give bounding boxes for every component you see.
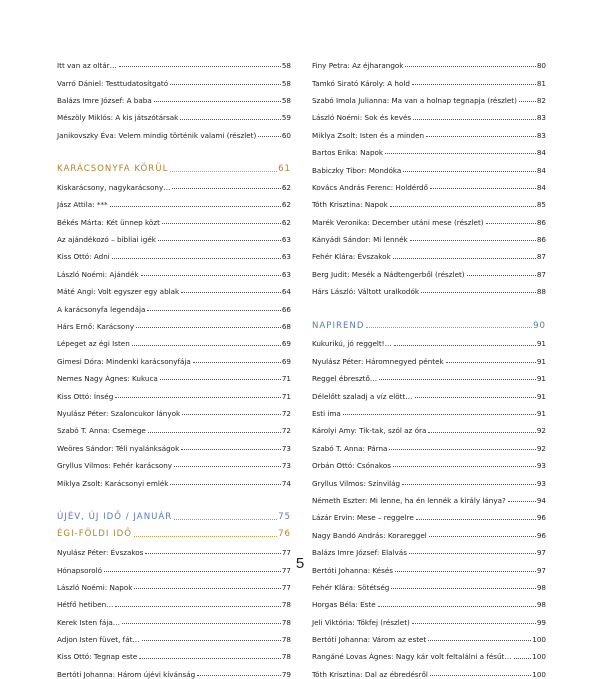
entry-title: Mészöly Miklós: A kis játszótársak: [57, 113, 179, 123]
page-ref: 86: [536, 217, 546, 227]
toc-left-column: [57, 53, 291, 679]
entry-title: Varró Dániel: Testtudatosítgató: [57, 78, 169, 88]
page-ref: 66: [281, 304, 291, 314]
page-ref: 99: [536, 617, 546, 627]
dot-leader: [393, 466, 536, 467]
page-ref: 91: [536, 409, 546, 418]
page-ref: 93: [536, 478, 546, 488]
entry-title: László Noémi: Napok: [57, 582, 133, 592]
page-ref: 80: [536, 61, 546, 71]
page-ref: 75: [278, 511, 291, 522]
entry-title: Délelőtt szaladj a víz elött…: [312, 391, 413, 401]
section-title: ÉGI-FÖLDI IDŐ: [57, 529, 133, 540]
dot-leader: [193, 362, 281, 363]
entry-title: Hárs Ernő: Karácsony: [57, 322, 135, 332]
toc-entry: [312, 610, 546, 627]
toc-entry: [57, 627, 291, 644]
toc-section-heading: [57, 157, 291, 174]
entry-title: Berg Judit: Mesék a Nádtengerből (részlet): [312, 269, 465, 279]
entry-title: Jász Attila: ***: [57, 200, 108, 210]
toc-entry: [57, 383, 291, 400]
toc-entry: [312, 470, 546, 487]
dot-leader: [403, 171, 536, 172]
entry-title: Békés Márta: Két ünnep közt: [57, 217, 160, 227]
entry-title: Németh Eszter: Mi lenne, ha én lennék a király lánya?: [312, 495, 506, 505]
entry-title: Gryllus Vilmos: Fehér karácsony: [57, 461, 173, 471]
dot-leader: [141, 275, 281, 276]
toc-entry: [312, 262, 546, 279]
dot-leader: [112, 258, 281, 259]
dot-leader: [136, 327, 281, 328]
dot-leader: [508, 501, 536, 502]
dot-leader: [170, 171, 277, 172]
page-ref: 98: [536, 582, 546, 592]
entry-title: Nyulász Péter: Évszakos: [57, 548, 144, 558]
page-ref: 86: [536, 235, 546, 245]
entry-title: Kányádi Sándor: Mi lennék: [312, 235, 408, 245]
page-ref: 78: [281, 617, 291, 627]
toc-entry: [312, 175, 546, 192]
entry-title: Marék Veronika: December utáni mese (részlet): [312, 217, 484, 227]
dot-leader: [134, 536, 277, 537]
dot-leader: [142, 640, 281, 641]
dot-leader: [385, 153, 536, 154]
page-ref: 84: [536, 165, 546, 175]
dot-leader: [446, 362, 536, 363]
dot-leader: [390, 206, 536, 207]
page-ref: 84: [536, 182, 546, 192]
entry-title: Kukurikú, jó reggelt!…: [312, 339, 392, 349]
dot-leader: [394, 345, 536, 346]
entry-title: Az ajándékozó – bibliai igék: [57, 235, 156, 245]
entry-title: Lépeget az égi Isten: [57, 339, 130, 349]
page-ref: 97: [536, 565, 546, 575]
dot-leader: [119, 66, 281, 67]
dot-leader: [405, 66, 535, 67]
toc-entry: [312, 627, 546, 644]
entry-title: Itt van az oltár…: [57, 61, 117, 71]
toc-entry: [57, 296, 291, 313]
dot-leader: [258, 136, 281, 137]
toc-entry: [312, 123, 546, 140]
page-ref: 91: [536, 374, 546, 384]
toc-entry: [312, 436, 546, 453]
toc-section-heading: [312, 314, 546, 331]
toc-spacer: [57, 488, 291, 505]
entry-title: A karácsonyfa legendája: [57, 304, 146, 314]
page-ref: 77: [281, 565, 291, 575]
toc-entry: [312, 662, 546, 679]
dot-leader: [412, 623, 536, 624]
entry-title: Kovács András Ferenc: Holdérdő: [312, 182, 428, 192]
page-ref: 62: [281, 217, 291, 227]
page-ref: 91: [536, 391, 546, 401]
entry-title: Fehér Klára: Sötétség: [312, 582, 390, 592]
entry-title: Balázs Imre József: Elalvás: [312, 548, 407, 558]
toc-right-column: [312, 53, 546, 679]
page-ref: 71: [281, 391, 291, 401]
page-ref: 90: [533, 320, 546, 331]
page-ref: 91: [536, 356, 546, 366]
entry-title: Szabó T. Anna: Csemege: [57, 426, 146, 436]
dot-leader: [391, 588, 536, 589]
dot-leader: [514, 658, 532, 659]
dot-leader: [416, 519, 536, 520]
toc-entry: [312, 644, 546, 661]
dot-leader: [410, 240, 536, 241]
entry-title: Bertóti Johanna: Várom az estet: [312, 635, 427, 645]
toc-entry: [57, 53, 291, 70]
toc-entry: [57, 644, 291, 661]
toc-entry: [312, 349, 546, 366]
toc-entry: [312, 157, 546, 174]
dot-leader: [428, 640, 531, 641]
toc-spacer: [57, 140, 291, 157]
dot-leader: [181, 292, 281, 293]
dot-leader: [426, 136, 536, 137]
page-ref: 91: [536, 339, 546, 349]
page-ref: 62: [281, 182, 291, 192]
dot-leader: [181, 449, 281, 450]
dot-leader: [413, 119, 536, 120]
dot-leader: [115, 606, 280, 607]
dot-leader: [415, 397, 536, 398]
entry-title: Reggel ébresztő…: [312, 374, 378, 384]
entry-title: Nyulász Péter: Szaloncukor lányok: [57, 409, 181, 418]
entry-title: Szabó Imola Julianna: Ma van a holnap tegnapja (részlet): [312, 95, 517, 105]
page-ref: 71: [281, 374, 291, 384]
dot-leader: [122, 623, 281, 624]
toc-entry: [57, 610, 291, 627]
page-ref: 74: [281, 478, 291, 488]
toc-entry: [57, 123, 291, 140]
entry-title: Weöres Sándor: Téli nyalánkságok: [57, 443, 180, 453]
entry-title: Adjon Isten füvet, fát…: [57, 635, 140, 645]
page-ref: 69: [281, 356, 291, 366]
dot-leader: [158, 240, 281, 241]
dot-leader: [110, 206, 281, 207]
toc-entry: [57, 418, 291, 435]
page-ref: 83: [536, 113, 546, 123]
page-ref: 78: [281, 635, 291, 645]
dot-leader: [154, 101, 281, 102]
entry-title: Tóth Krisztina: Napok: [312, 200, 388, 210]
dot-leader: [162, 223, 281, 224]
page-ref: 85: [536, 200, 546, 210]
toc-entry: [57, 70, 291, 87]
entry-title: Nyulász Péter: Háromnegyed péntek: [312, 356, 444, 366]
dot-leader: [428, 432, 535, 433]
entry-title: László Noémi: Ajándék: [57, 269, 139, 279]
dot-leader: [174, 466, 281, 467]
page-ref: 100: [532, 652, 546, 662]
dot-leader: [343, 414, 536, 415]
page-ref: 62: [281, 200, 291, 210]
entry-title: Babiczky Tibor: Mondóka: [312, 165, 402, 175]
page-ref: 94: [536, 495, 546, 505]
toc-entry: [312, 331, 546, 348]
toc-entry: [312, 523, 546, 540]
entry-title: Szabó T. Anna: Párna: [312, 443, 388, 453]
dot-leader: [139, 658, 281, 659]
entry-title: Hárs László: Váltott uralkodók: [312, 287, 420, 297]
toc-entry: [57, 210, 291, 227]
toc-entry: [312, 70, 546, 87]
page-ref: 77: [281, 548, 291, 558]
page-ref: 58: [281, 95, 291, 105]
entry-title: Fehér Klára: Évszakok: [312, 252, 391, 262]
page-ref: 72: [281, 426, 291, 436]
entry-title: Máté Angi: Volt egyszer egy ablak: [57, 287, 180, 297]
dot-leader: [430, 188, 536, 189]
toc-entry: [57, 436, 291, 453]
dot-leader: [402, 484, 536, 485]
dot-leader: [174, 519, 277, 520]
entry-title: Kerek Isten fája…: [57, 617, 120, 627]
dot-leader: [389, 449, 535, 450]
dot-leader: [134, 588, 280, 589]
dot-leader: [132, 345, 281, 346]
dot-leader: [170, 484, 280, 485]
page-ref: 78: [281, 652, 291, 662]
entry-title: Tóth Krisztina: Dal az ébredésről: [312, 669, 428, 679]
dot-leader: [421, 292, 536, 293]
entry-title: Nagy Bandó András: Korareggel: [312, 530, 427, 540]
dot-leader: [412, 84, 536, 85]
dot-leader: [430, 675, 531, 676]
entry-title: Hétfő hetiben…: [57, 600, 114, 610]
dot-leader: [148, 432, 281, 433]
toc-entry: [57, 662, 291, 679]
entry-title: Nemes Nagy Ágnes: Kukuca: [57, 374, 158, 384]
dot-leader: [160, 379, 281, 380]
page-ref: 84: [536, 148, 546, 158]
dot-leader: [170, 84, 281, 85]
dot-leader: [519, 101, 536, 102]
page-ref: 63: [281, 269, 291, 279]
page-ref: 100: [532, 635, 546, 645]
page-ref: 87: [536, 269, 546, 279]
dot-leader: [182, 414, 281, 415]
entry-title: Bertóti Johanna: Késés: [312, 565, 394, 575]
toc-entry: [312, 401, 546, 418]
toc-entry: [57, 88, 291, 105]
toc-entry: [312, 227, 546, 244]
entry-title: Kiss Ottó: Ínség: [57, 391, 114, 401]
dot-leader: [467, 275, 536, 276]
dot-leader: [379, 379, 536, 380]
page-ref: 79: [281, 669, 291, 679]
toc-entry: [312, 592, 546, 609]
entry-title: Gimesi Dóra: Mindenki karácsonyfája: [57, 356, 191, 366]
toc-entry: [312, 88, 546, 105]
page-ref: 63: [281, 235, 291, 245]
toc-entry: [57, 366, 291, 383]
toc-entry: [57, 349, 291, 366]
page-ref: 68: [281, 322, 291, 332]
toc-section-heading: [57, 523, 291, 540]
toc-entry: [57, 592, 291, 609]
page-ref: 58: [281, 61, 291, 71]
entry-title: Lázár Ervin: Mese – reggelre: [312, 513, 414, 523]
toc-entry: [57, 244, 291, 261]
page-ref: 58: [281, 78, 291, 88]
toc-entry: [312, 453, 546, 470]
entry-title: Hónapsoroló: [57, 565, 103, 575]
page-ref: 63: [281, 252, 291, 262]
page-number: 5: [295, 555, 305, 572]
entry-title: Janikovszky Éva: Velem mindig történik valami (részlet): [57, 130, 257, 140]
page-ref: 88: [536, 287, 546, 297]
entry-title: Kiss Ottó: Tegnap este: [57, 652, 138, 662]
section-title: KARÁCSONYFA KÖRÜL: [57, 164, 169, 175]
entry-title: Rangáné Lovas Ágnes: Nagy kár volt feltalálni a fésűt…: [312, 652, 512, 662]
toc-entry: [57, 314, 291, 331]
toc-entry: [57, 279, 291, 296]
toc-entry: [57, 262, 291, 279]
toc-section-heading: [57, 505, 291, 522]
entry-title: Kiskarácsony, nagykarácsony…: [57, 182, 171, 192]
dot-leader: [429, 536, 536, 537]
toc-spacer: [312, 296, 546, 313]
toc-entry: [57, 470, 291, 487]
entry-title: Horgas Béla: Este: [312, 600, 376, 610]
dot-leader: [147, 310, 280, 311]
page-ref: 81: [536, 78, 546, 88]
page-ref: 78: [281, 600, 291, 610]
page-ref: 59: [281, 113, 291, 123]
page-ref: 64: [281, 287, 291, 297]
page-ref: 97: [536, 548, 546, 558]
entry-title: Balázs Imre József: A baba: [57, 95, 152, 105]
page-ref: 76: [278, 529, 291, 540]
toc-entry: [312, 488, 546, 505]
page-ref: 83: [536, 130, 546, 140]
toc-entry: [57, 175, 291, 192]
toc-entry: [312, 366, 546, 383]
toc-entry: [57, 105, 291, 122]
toc-entry: [312, 192, 546, 209]
toc-entry: [312, 279, 546, 296]
page-ref: 92: [536, 443, 546, 453]
page-ref: 72: [281, 409, 291, 418]
entry-title: Tamkó Sirató Károly: A hold: [312, 78, 410, 88]
page-ref: 87: [536, 252, 546, 262]
page-ref: 82: [536, 95, 546, 105]
dot-leader: [378, 606, 536, 607]
entry-title: Orbán Ottó: Csónakos: [312, 461, 391, 471]
page-ref: 73: [281, 443, 291, 453]
dot-leader: [115, 397, 281, 398]
entry-title: Jeli Viktória: Tökfej (részlet): [312, 617, 410, 627]
toc-entry: [312, 505, 546, 522]
entry-title: Károlyi Amy: Tik-tak, szól az óra: [312, 426, 427, 436]
page-ref: 96: [536, 530, 546, 540]
dot-leader: [172, 188, 280, 189]
entry-title: Gryllus Vilmos: Színvilág: [312, 478, 401, 488]
page-ref: 100: [532, 669, 546, 679]
toc-entry: [57, 331, 291, 348]
page-ref: 61: [278, 164, 291, 175]
toc-entry: [312, 383, 546, 400]
entry-title: Bertóti Johanna: Három újévi kívánság: [57, 669, 196, 679]
page-ref: 60: [281, 130, 291, 140]
dot-leader: [486, 223, 536, 224]
toc-entry: [57, 227, 291, 244]
toc-entry: [57, 453, 291, 470]
dot-leader: [180, 119, 281, 120]
toc-entry: [57, 192, 291, 209]
section-title: NAPIREND: [312, 320, 365, 331]
dot-leader: [366, 327, 532, 328]
page-ref: 69: [281, 339, 291, 349]
entry-title: Kiss Ottó: Adni: [57, 252, 110, 262]
section-title: ÚJÉV, ÚJ IDŐ / JANUÁR: [57, 511, 173, 522]
dot-leader: [197, 675, 281, 676]
page-ref: 96: [536, 513, 546, 523]
toc-entry: [57, 575, 291, 592]
toc-entry: [312, 575, 546, 592]
entry-title: Finy Petra: Az éjharangok: [312, 61, 404, 71]
entry-title: Bartos Erika: Napok: [312, 148, 384, 158]
toc-entry: [312, 105, 546, 122]
page-ref: 98: [536, 600, 546, 610]
toc-entry: [57, 401, 291, 418]
page-ref: 93: [536, 461, 546, 471]
toc-entry: [312, 53, 546, 70]
entry-title: László Noémi: Sok és kevés: [312, 113, 412, 123]
page-ref: 77: [281, 582, 291, 592]
toc-entry: [312, 244, 546, 261]
toc-entry: [312, 210, 546, 227]
page-ref: 92: [536, 426, 546, 436]
dot-leader: [393, 258, 536, 259]
page-ref: 73: [281, 461, 291, 471]
entry-title: Esti ima: [312, 409, 341, 418]
toc-entry: [312, 140, 546, 157]
entry-title: Miklya Zsolt: Karácsonyi emlék: [57, 478, 169, 488]
toc-entry: [312, 418, 546, 435]
entry-title: Miklya Zsolt: Isten és a minden: [312, 130, 425, 140]
